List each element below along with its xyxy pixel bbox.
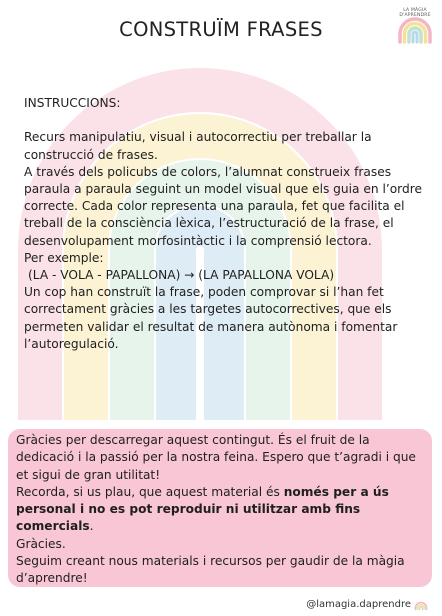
notice-remember-bold: només per a ús personal i no es pot reproduir ni utilitzar amb fins comercials <box>16 484 389 534</box>
page-title: CONSTRUÏM FRASES <box>119 18 323 41</box>
footer-handle: @lamagia.daprendre <box>306 599 411 610</box>
instructions-paragraph-3: Un cop han construït la frase, poden comprovar si l’han fet correctament gràcies a les targetes autocorrectives, que els permeten validar el resultat de manera autònoma i fomentar l’autoregulació. <box>24 285 398 351</box>
notice-remember-prefix: Recorda, si us plau, que aquest material és <box>16 484 284 499</box>
instructions-paragraph-1: Recurs manipulatiu, visual i autocorrectiu per treballar la construcció de frases. <box>24 130 372 162</box>
instructions-section <box>24 95 424 353</box>
notice-thanks: Gràcies per descarregar aquest contingut. És el fruit de la dedicació i la passió per la nostra feina. Espero que t’agradi i que et sigui de gran utilitat! <box>16 433 416 482</box>
notice-closing: Seguim creant nous materials i recursos per gaudir de la màgia d’aprendre! <box>16 554 405 586</box>
example-text: (LA - VOLA - PAPALLONA) → (LA PAPALLONA VOLA) <box>28 268 335 283</box>
notice-remember <box>16 484 422 536</box>
footer <box>306 599 428 610</box>
notice-gracies: Gràcies. <box>16 536 66 551</box>
notice-text <box>16 432 422 588</box>
instructions-heading: INSTRUCCIONS: <box>24 96 121 110</box>
footer-rainbow-icon <box>414 600 428 610</box>
logo-text: LA MÀGIA D'APRENDRE <box>399 8 431 18</box>
example-label: Per exemple: <box>24 250 104 265</box>
instructions-paragraph-2: A través dels policubs de colors, l’alumnat construeix frases paraula a paraula seguint un model visual que els guia en l’ordre correcte. Cada color representa una paraula, fet que facilita el treball de la consciència lèxica, l’estructuració de la frase, el desenvolupament morfosintàctic i la comprensió lectora. <box>24 164 422 248</box>
notice-remember-suffix: . <box>89 519 94 534</box>
